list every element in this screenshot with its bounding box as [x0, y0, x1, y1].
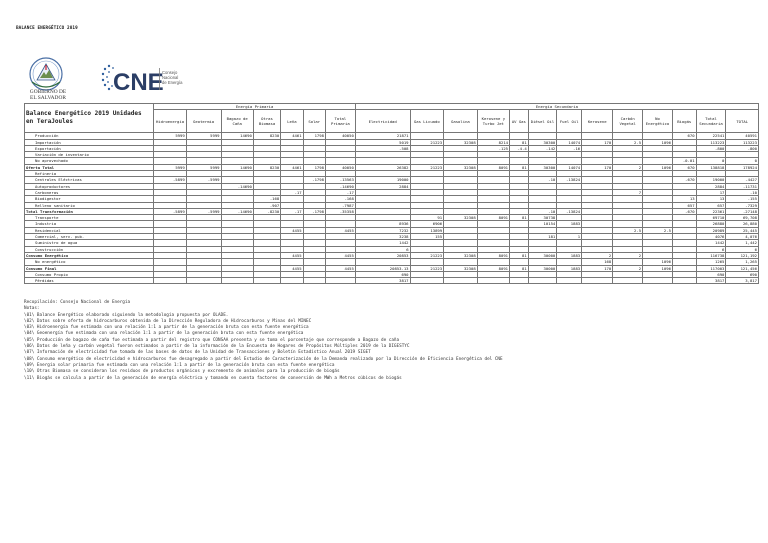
table-cell: -5899: [154, 208, 186, 214]
column-header: Hidroenergía: [154, 110, 186, 133]
cne-text-1: Consejo: [162, 70, 178, 75]
table-cell: 4455: [325, 227, 355, 233]
table-cell: 81: [510, 164, 529, 170]
note-line: \03\ Hidroenergía fue estimada con una relación 1:1 a partir de la generación bruta con esta fuente energética: [24, 325, 309, 331]
table-cell: 170: [582, 164, 613, 170]
row-label: Relleno sanitario: [25, 202, 154, 208]
table-cell: 1442: [355, 240, 410, 246]
row-label: Refinería: [25, 171, 154, 177]
row-label: Autoproductores: [25, 183, 154, 189]
table-cell: -14690: [221, 208, 253, 214]
table-cell: 26,880: [726, 221, 759, 227]
table-cell: 8230: [253, 133, 280, 139]
table-cell: 2.5: [613, 139, 643, 145]
table-cell: [444, 278, 478, 284]
table-cell: 1265: [696, 259, 726, 265]
table-cell: [154, 278, 186, 284]
table-cell: 8214: [477, 139, 509, 145]
table-cell: 21871: [355, 133, 410, 139]
table-cell: 2.5: [613, 227, 643, 233]
note-line: Recopilación: Consejo Nacional de Energía: [24, 300, 131, 305]
table-cell: 21223: [410, 139, 444, 145]
row-label: Importación: [25, 139, 154, 145]
table-cell: 81: [510, 252, 529, 258]
table-cell: -27148: [726, 208, 759, 214]
row-label: Consumo Energético: [25, 252, 154, 258]
table-cell: 181: [528, 234, 557, 240]
table-cell: 14690: [221, 133, 253, 139]
cne-logo-text: [162, 71, 183, 85]
column-header: Total Primaria: [325, 110, 355, 133]
table-cell: 8230: [253, 164, 280, 170]
table-cell: 26382: [355, 164, 410, 170]
table-cell: 13: [672, 196, 696, 202]
note-line: \02\ Datos sobre oferta de hidrocarburos obtenida de la Dirección Reguladora de Hidrocarburos y Minas del MINEC: [24, 318, 312, 324]
table-cell: 1,265: [726, 259, 759, 265]
government-label: [24, 89, 72, 101]
table-cell: -0.01: [672, 158, 696, 164]
table-cell: 4455: [281, 265, 303, 271]
note-line: \08\ Consumo energético de electricidad e hidrocarburos fue desagregado a partir del Estudio de Caracterización de la Demanda realizado por la Dirección de Eficiencia Energética del CNE: [24, 356, 503, 362]
cne-text-3: de Energía: [162, 79, 183, 85]
row-label: Residencial: [25, 227, 154, 233]
table-cell: [613, 278, 643, 284]
row-label: Total Transformación: [25, 208, 154, 214]
table-cell: 657: [672, 202, 696, 208]
table-cell: 2884: [355, 183, 410, 189]
table-cell: 5999: [186, 164, 221, 170]
note-line: \05\ Producción de bagazo de caña fue estimada a partir del registro que CONSAA presenta y se toma el porcentaje que corresponde a Bagazo de caña: [24, 337, 400, 343]
table-cell: -14690: [221, 183, 253, 189]
column-header: Solar: [303, 110, 325, 133]
row-label: Variación de inventario: [25, 152, 154, 158]
column-header: TOTAL: [726, 110, 759, 133]
table-cell: 0: [696, 158, 726, 164]
table-cell: [221, 278, 253, 284]
table-cell: 1096: [643, 259, 673, 265]
table-cell: 170: [582, 139, 613, 145]
table-cell: 91: [410, 215, 444, 221]
table-cell: 1: [557, 234, 582, 240]
column-header: AV Gas: [510, 110, 529, 133]
table-cell: -168: [325, 196, 355, 202]
cne-text-2: Nacional: [162, 74, 179, 80]
gov-line-2: EL SALVADOR: [30, 95, 66, 101]
table-cell: 81: [510, 139, 529, 145]
gov-line-1: GOBIERNO DE: [29, 89, 67, 95]
group-header-primary: Energía Primaria: [154, 104, 355, 110]
table-cell: 30300: [528, 139, 557, 145]
table-cell: 69710: [696, 215, 726, 221]
table-cell: 6: [355, 246, 410, 252]
table-cell: 20989: [696, 227, 726, 233]
table-cell: 19000: [355, 177, 410, 183]
notes-section: [24, 300, 503, 382]
column-header: Kerosene y Turbo Jet: [477, 110, 509, 133]
table-cell: 690: [355, 271, 410, 277]
row-label: Centrales Eléctricas: [25, 177, 154, 183]
table-cell: -14690: [325, 183, 355, 189]
column-header: Total Secundaria: [696, 110, 726, 133]
table-row: [25, 278, 759, 284]
column-header: Kerosene: [582, 110, 613, 133]
table-cell: -800: [696, 145, 726, 151]
table-cell: -17: [281, 208, 303, 214]
column-header: Diésel Oil: [528, 110, 557, 133]
table-cell: [510, 278, 529, 284]
table-cell: [477, 278, 509, 284]
table-cell: -17: [325, 189, 355, 195]
table-cell: -10: [528, 177, 557, 183]
table-cell: 2.5: [643, 227, 673, 233]
table-cell: 8091: [477, 164, 509, 170]
table-cell: -142: [528, 145, 557, 151]
table-cell: 32308: [444, 139, 478, 145]
table-cell: 1442: [696, 240, 726, 246]
table-cell: [582, 278, 613, 284]
table-cell: 22361: [696, 208, 726, 214]
table-cell: 21223: [410, 164, 444, 170]
table-cell: 40050: [325, 164, 355, 170]
table-cell: -670: [672, 177, 696, 183]
table-cell: 117003: [696, 265, 726, 271]
table-cell: 32308: [444, 164, 478, 170]
table-cell: 3817: [696, 278, 726, 284]
table-cell: 26880: [696, 221, 726, 227]
table-corner-title: Balance Energético 2019 Unidades en TeraJoules: [25, 104, 154, 133]
row-label: Construcción: [25, 246, 154, 252]
table-cell: -8230: [253, 208, 280, 214]
table-cell: 32308: [444, 215, 478, 221]
table-cell: 178924: [726, 164, 759, 170]
table-cell: -1798: [303, 208, 325, 214]
table-cell: [672, 278, 696, 284]
table-cell: 5999: [154, 133, 186, 139]
table-cell: 6906: [410, 221, 444, 227]
table-cell: -5999: [186, 208, 221, 214]
table-cell: 25,445: [726, 227, 759, 233]
row-label: Pérdidas: [25, 278, 154, 284]
table-cell: [528, 278, 557, 284]
table-cell: [303, 278, 325, 284]
table-cell: [557, 278, 582, 284]
table-cell: 8091: [477, 252, 509, 258]
table-cell: 40050: [325, 133, 355, 139]
table-cell: -800: [726, 145, 759, 151]
table-cell: -168: [253, 196, 280, 202]
table-cell: 8091: [477, 265, 509, 271]
table-cell: [643, 278, 673, 284]
table-cell: 3817: [355, 278, 410, 284]
column-header: Bagazo de Caña: [221, 110, 253, 133]
table-cell: -16: [557, 145, 582, 151]
table-cell: -508: [355, 145, 410, 151]
table-cell: [410, 278, 444, 284]
table-cell: [186, 278, 221, 284]
table-cell: 5999: [154, 164, 186, 170]
table-cell: -670: [672, 208, 696, 214]
row-label: Suministro de agua: [25, 240, 154, 246]
table-cell: 22541: [696, 133, 726, 139]
table-cell: -7987: [325, 202, 355, 208]
table-cell: 21223: [410, 252, 444, 258]
row-label: Consumo Final: [25, 265, 154, 271]
table-cell: 1883: [557, 221, 582, 227]
table-cell: 1096: [643, 265, 673, 271]
row-label: Consumo Propio: [25, 271, 154, 277]
table-cell: -13563: [325, 177, 355, 183]
table-cell: 20853: [355, 252, 410, 258]
table-cell: 13899: [410, 227, 444, 233]
table-cell: -17: [281, 189, 303, 195]
row-label: No aprovechado: [25, 158, 154, 164]
table-cell: [281, 278, 303, 284]
column-header: Geotermia: [186, 110, 221, 133]
table-cell: 2884: [696, 183, 726, 189]
table-cell: 2: [613, 265, 643, 271]
table-cell: 113223: [696, 139, 726, 145]
note-line: \10\ Otras Biomasa se consideran los residuos de productos orgánicos y excremento de animales para la producción de biogás: [24, 369, 340, 375]
column-header: Electricidad: [355, 110, 410, 133]
table-cell: 2: [613, 164, 643, 170]
table-cell: 4455: [281, 227, 303, 233]
group-header-secondary: Energía Secundaria: [355, 104, 758, 110]
page-title: BALANCE ENERGÉTICO 2019: [16, 26, 78, 31]
table-cell: 690: [696, 271, 726, 277]
table-cell: 5019: [355, 139, 410, 145]
table-cell: 21223: [410, 265, 444, 271]
table-cell: -10: [726, 189, 759, 195]
table-cell: 81: [510, 215, 529, 221]
row-label: Oferta Total: [25, 164, 154, 170]
table-cell: 1798: [303, 164, 325, 170]
table-cell: 690: [726, 271, 759, 277]
table-cell: 4,076: [726, 234, 759, 240]
table-cell: 30738: [528, 215, 557, 221]
note-line: \04\ Geoenergía fue estimada con una relación 1:1 a partir de la generación bruta con esta fuente energética: [24, 331, 304, 337]
table-cell: 1096: [643, 139, 673, 145]
table-cell: 8091: [477, 215, 509, 221]
table-cell: -4.4: [510, 145, 529, 151]
column-header: Otras Biomasa: [253, 110, 280, 133]
row-label: Carboneras: [25, 189, 154, 195]
table-cell: [253, 278, 280, 284]
table-cell: -7329: [726, 202, 759, 208]
table-cell: 121,192: [726, 252, 759, 258]
cne-mark: CNE: [113, 69, 164, 96]
table-cell: 69,708: [726, 215, 759, 221]
table-cell: -907: [253, 202, 280, 208]
cne-logo: [95, 58, 205, 100]
table-cell: 2: [613, 252, 643, 258]
table-cell: 4461: [281, 133, 303, 139]
table-cell: 32308: [444, 252, 478, 258]
row-label: Exportación: [25, 145, 154, 151]
table-cell: 1883: [557, 252, 582, 258]
table-cell: 1096: [643, 164, 673, 170]
energy-balance-table: [24, 103, 759, 284]
table-cell: 138818: [696, 164, 726, 170]
table-cell: 8936: [355, 221, 410, 227]
table-cell: 13: [696, 196, 726, 202]
table-cell: 7232: [355, 227, 410, 233]
table-cell: 81: [510, 265, 529, 271]
table-cell: 32308: [444, 265, 478, 271]
table-cell: 121,456: [726, 265, 759, 271]
table-cell: -5899: [154, 177, 186, 183]
table-cell: -13824: [557, 208, 582, 214]
column-header: Fuel Oil: [557, 110, 582, 133]
table-cell: -155: [726, 196, 759, 202]
column-header: Gas Licuado: [410, 110, 444, 133]
table-cell: -13824: [557, 177, 582, 183]
table-cell: 657: [696, 202, 726, 208]
table-cell: 1798: [303, 133, 325, 139]
note-line: \09\ Energía solar primaria fue estimada con una relación 1:1 a partir de la generación bruta con esta fuente energética: [24, 362, 335, 368]
table-cell: 4455: [281, 252, 303, 258]
table-cell: 14074: [557, 164, 582, 170]
table-cell: 7: [613, 189, 643, 195]
table-cell: -5999: [186, 177, 221, 183]
row-label: No energético: [25, 259, 154, 265]
table-cell: -4427: [726, 177, 759, 183]
note-line: \06\ Datos de leña y carbón vegetal fueron estimados a partir de la información de la Encuesta de Hogares de Propósitos Múltiples 2019 de la DIGESTYC: [24, 344, 410, 350]
column-header: Biogás: [672, 110, 696, 133]
table-cell: 14074: [557, 139, 582, 145]
table-cell: 20853.13: [355, 265, 410, 271]
row-label: Transporte: [25, 215, 154, 221]
table-cell: -11731: [726, 183, 759, 189]
table-cell: -10: [528, 208, 557, 214]
column-header: Gasolina: [444, 110, 478, 133]
row-label: Comercial, serv. pub.: [25, 234, 154, 240]
column-header: Carbón Vegetal: [613, 110, 643, 133]
table-cell: -1798: [303, 177, 325, 183]
table-cell: -35358: [325, 208, 355, 214]
note-line: \07\ Información de electricidad fue tomada de las bases de datos de la Unidad de Transacciones y Boletín Estadístico Anual 2019 SIGET: [24, 350, 371, 356]
table-cell: 168: [582, 259, 613, 265]
table-cell: 4455: [325, 265, 355, 271]
table-cell: 670: [672, 133, 696, 139]
column-header: Leña: [281, 110, 303, 133]
table-cell: 3,817: [726, 278, 759, 284]
table-cell: 670: [672, 164, 696, 170]
table-cell: 170: [582, 265, 613, 271]
table-cell: 6: [696, 246, 726, 252]
table-cell: 116738: [696, 252, 726, 258]
table-cell: 5999: [186, 133, 221, 139]
table-cell: 0: [726, 158, 759, 164]
table-cell: 30000: [528, 252, 557, 258]
table-cell: 30000: [528, 265, 557, 271]
table-cell: 113223: [726, 139, 759, 145]
note-line: Notas:: [24, 306, 40, 312]
table-cell: 30300: [528, 164, 557, 170]
table-cell: 40591: [726, 133, 759, 139]
table-cell: 155: [410, 234, 444, 240]
note-line: \11\ Biogás se calcula a partir de la generación de energía eléctrica y tomando en cuenta factores de conversión de MWh a Metros cúbicos de biogás: [24, 375, 402, 381]
table-cell: 14690: [221, 164, 253, 170]
table-cell: [325, 278, 355, 284]
table-cell: 17: [696, 189, 726, 195]
table-cell: 1,442: [726, 240, 759, 246]
table-cell: 4461: [281, 164, 303, 170]
row-label: Producción: [25, 133, 154, 139]
table-cell: 1883: [557, 265, 582, 271]
row-label: Industria: [25, 221, 154, 227]
table-cell: 10154: [528, 221, 557, 227]
column-header: No Energético: [643, 110, 673, 133]
note-line: \01\ Balance Energético elaborado siguiendo la metodología propuesta por OLADE.: [24, 312, 229, 318]
row-label: Biodigestor: [25, 196, 154, 202]
table-cell: 4455: [325, 252, 355, 258]
table-cell: 4076: [696, 234, 726, 240]
table-cell: 2: [582, 252, 613, 258]
table-cell: 6: [726, 246, 759, 252]
table-cell: 19000: [696, 177, 726, 183]
table-cell: 3238: [355, 234, 410, 240]
table-cell: -125: [477, 145, 509, 151]
